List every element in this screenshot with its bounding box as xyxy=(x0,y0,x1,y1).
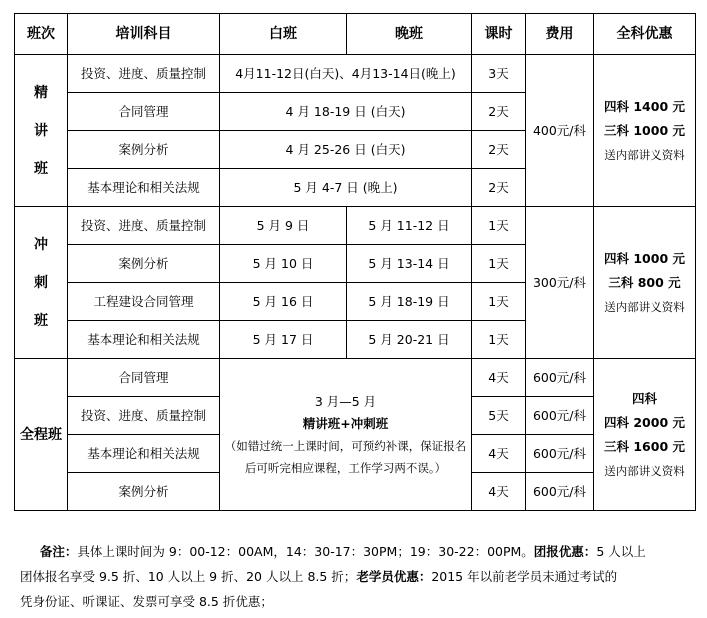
header-day: 白班 xyxy=(220,14,347,55)
header-evening: 晚班 xyxy=(347,14,472,55)
discount-cell-quancheng: 四科 四科 2000 元 三科 1600 元 送内部讲义资料 xyxy=(594,359,696,511)
schedule-table xyxy=(14,13,696,511)
subject-cell: 案例分析 xyxy=(68,131,220,169)
fee-cell: 600元/科 xyxy=(526,397,594,435)
subject-cell: 基本理论和相关法规 xyxy=(68,435,220,473)
subject-cell: 案例分析 xyxy=(68,473,220,511)
header-class: 班次 xyxy=(15,14,68,55)
header-fee: 费用 xyxy=(526,14,594,55)
hours-cell: 1天 xyxy=(472,245,526,283)
schedule-cell: 4月11-12日(白天)、4月13-14日(晚上) xyxy=(220,55,472,93)
alumni-discount-label: 老学员优惠： xyxy=(356,569,432,584)
hours-cell: 1天 xyxy=(472,321,526,359)
group-discount-label: 团报优惠： xyxy=(533,544,597,559)
subject-cell: 合同管理 xyxy=(68,359,220,397)
class-label-quancheng: 全程班 xyxy=(15,359,68,511)
subject-cell: 案例分析 xyxy=(68,245,220,283)
evening-cell: 5 月 18-19 日 xyxy=(347,283,472,321)
hours-cell: 4天 xyxy=(472,473,526,511)
subject-cell: 合同管理 xyxy=(68,93,220,131)
subject-cell: 基本理论和相关法规 xyxy=(68,321,220,359)
hours-cell: 4天 xyxy=(472,359,526,397)
class-label-chongci: 冲 刺 班 xyxy=(15,207,68,359)
day-cell: 5 月 10 日 xyxy=(220,245,347,283)
quancheng-schedule-block: 3 月—5 月 精讲班+冲刺班 （如错过统一上课时间，可预约补课，保证报名 后可听完相应课程，工作学习两不误。） xyxy=(220,359,472,511)
schedule-cell: 4 月 18-19 日 (白天) xyxy=(220,93,472,131)
subject-cell: 基本理论和相关法规 xyxy=(68,169,220,207)
hours-cell: 2天 xyxy=(472,169,526,207)
notes-section xyxy=(20,539,690,614)
hours-cell: 2天 xyxy=(472,131,526,169)
discount-cell-chongci: 四科 1000 元 三科 800 元 送内部讲义资料 xyxy=(594,207,696,359)
hours-cell: 2天 xyxy=(472,93,526,131)
hours-cell: 4天 xyxy=(472,435,526,473)
subject-cell: 投资、进度、质量控制 xyxy=(68,55,220,93)
header-discount: 全科优惠 xyxy=(594,14,696,55)
fee-cell: 600元/科 xyxy=(526,435,594,473)
notes-line-3: 凭身份证、听课证、发票可享受 8.5 折优惠； xyxy=(20,594,273,609)
day-cell: 5 月 17 日 xyxy=(220,321,347,359)
notes-label: 备注： xyxy=(39,544,78,559)
header-subject: 培训科目 xyxy=(68,14,220,55)
fee-cell: 600元/科 xyxy=(526,359,594,397)
day-cell: 5 月 16 日 xyxy=(220,283,347,321)
hours-cell: 5天 xyxy=(472,397,526,435)
day-cell: 5 月 9 日 xyxy=(220,207,347,245)
notes-line-2: 团体报名享受 9.5 折、10 人以上 9 折、20 人以上 8.5 折；老学员优惠：2015 年以前老学员未通过考试的 xyxy=(20,569,618,584)
subject-cell: 工程建设合同管理 xyxy=(68,283,220,321)
schedule-cell: 4 月 25-26 日 (白天) xyxy=(220,131,472,169)
hours-cell: 1天 xyxy=(472,283,526,321)
subject-cell: 投资、进度、质量控制 xyxy=(68,397,220,435)
hours-cell: 3天 xyxy=(472,55,526,93)
fee-cell: 600元/科 xyxy=(526,473,594,511)
discount-cell-jingjiang: 四科 1400 元 三科 1000 元 送内部讲义资料 xyxy=(594,55,696,207)
fee-cell-chongci: 300元/科 xyxy=(526,207,594,359)
schedule-cell: 5 月 4-7 日 (晚上) xyxy=(220,169,472,207)
class-label-jingjiang: 精 讲 班 xyxy=(15,55,68,207)
evening-cell: 5 月 11-12 日 xyxy=(347,207,472,245)
hours-cell: 1天 xyxy=(472,207,526,245)
fee-cell-jingjiang: 400元/科 xyxy=(526,55,594,207)
notes-line-1: 备注：具体上课时间为 9：00-12：00AM，14：30-17：30PM；19：30-22：00PM。团报优惠：5 人以上 xyxy=(39,544,646,559)
subject-cell: 投资、进度、质量控制 xyxy=(68,207,220,245)
evening-cell: 5 月 20-21 日 xyxy=(347,321,472,359)
evening-cell: 5 月 13-14 日 xyxy=(347,245,472,283)
header-hours: 课时 xyxy=(472,14,526,55)
